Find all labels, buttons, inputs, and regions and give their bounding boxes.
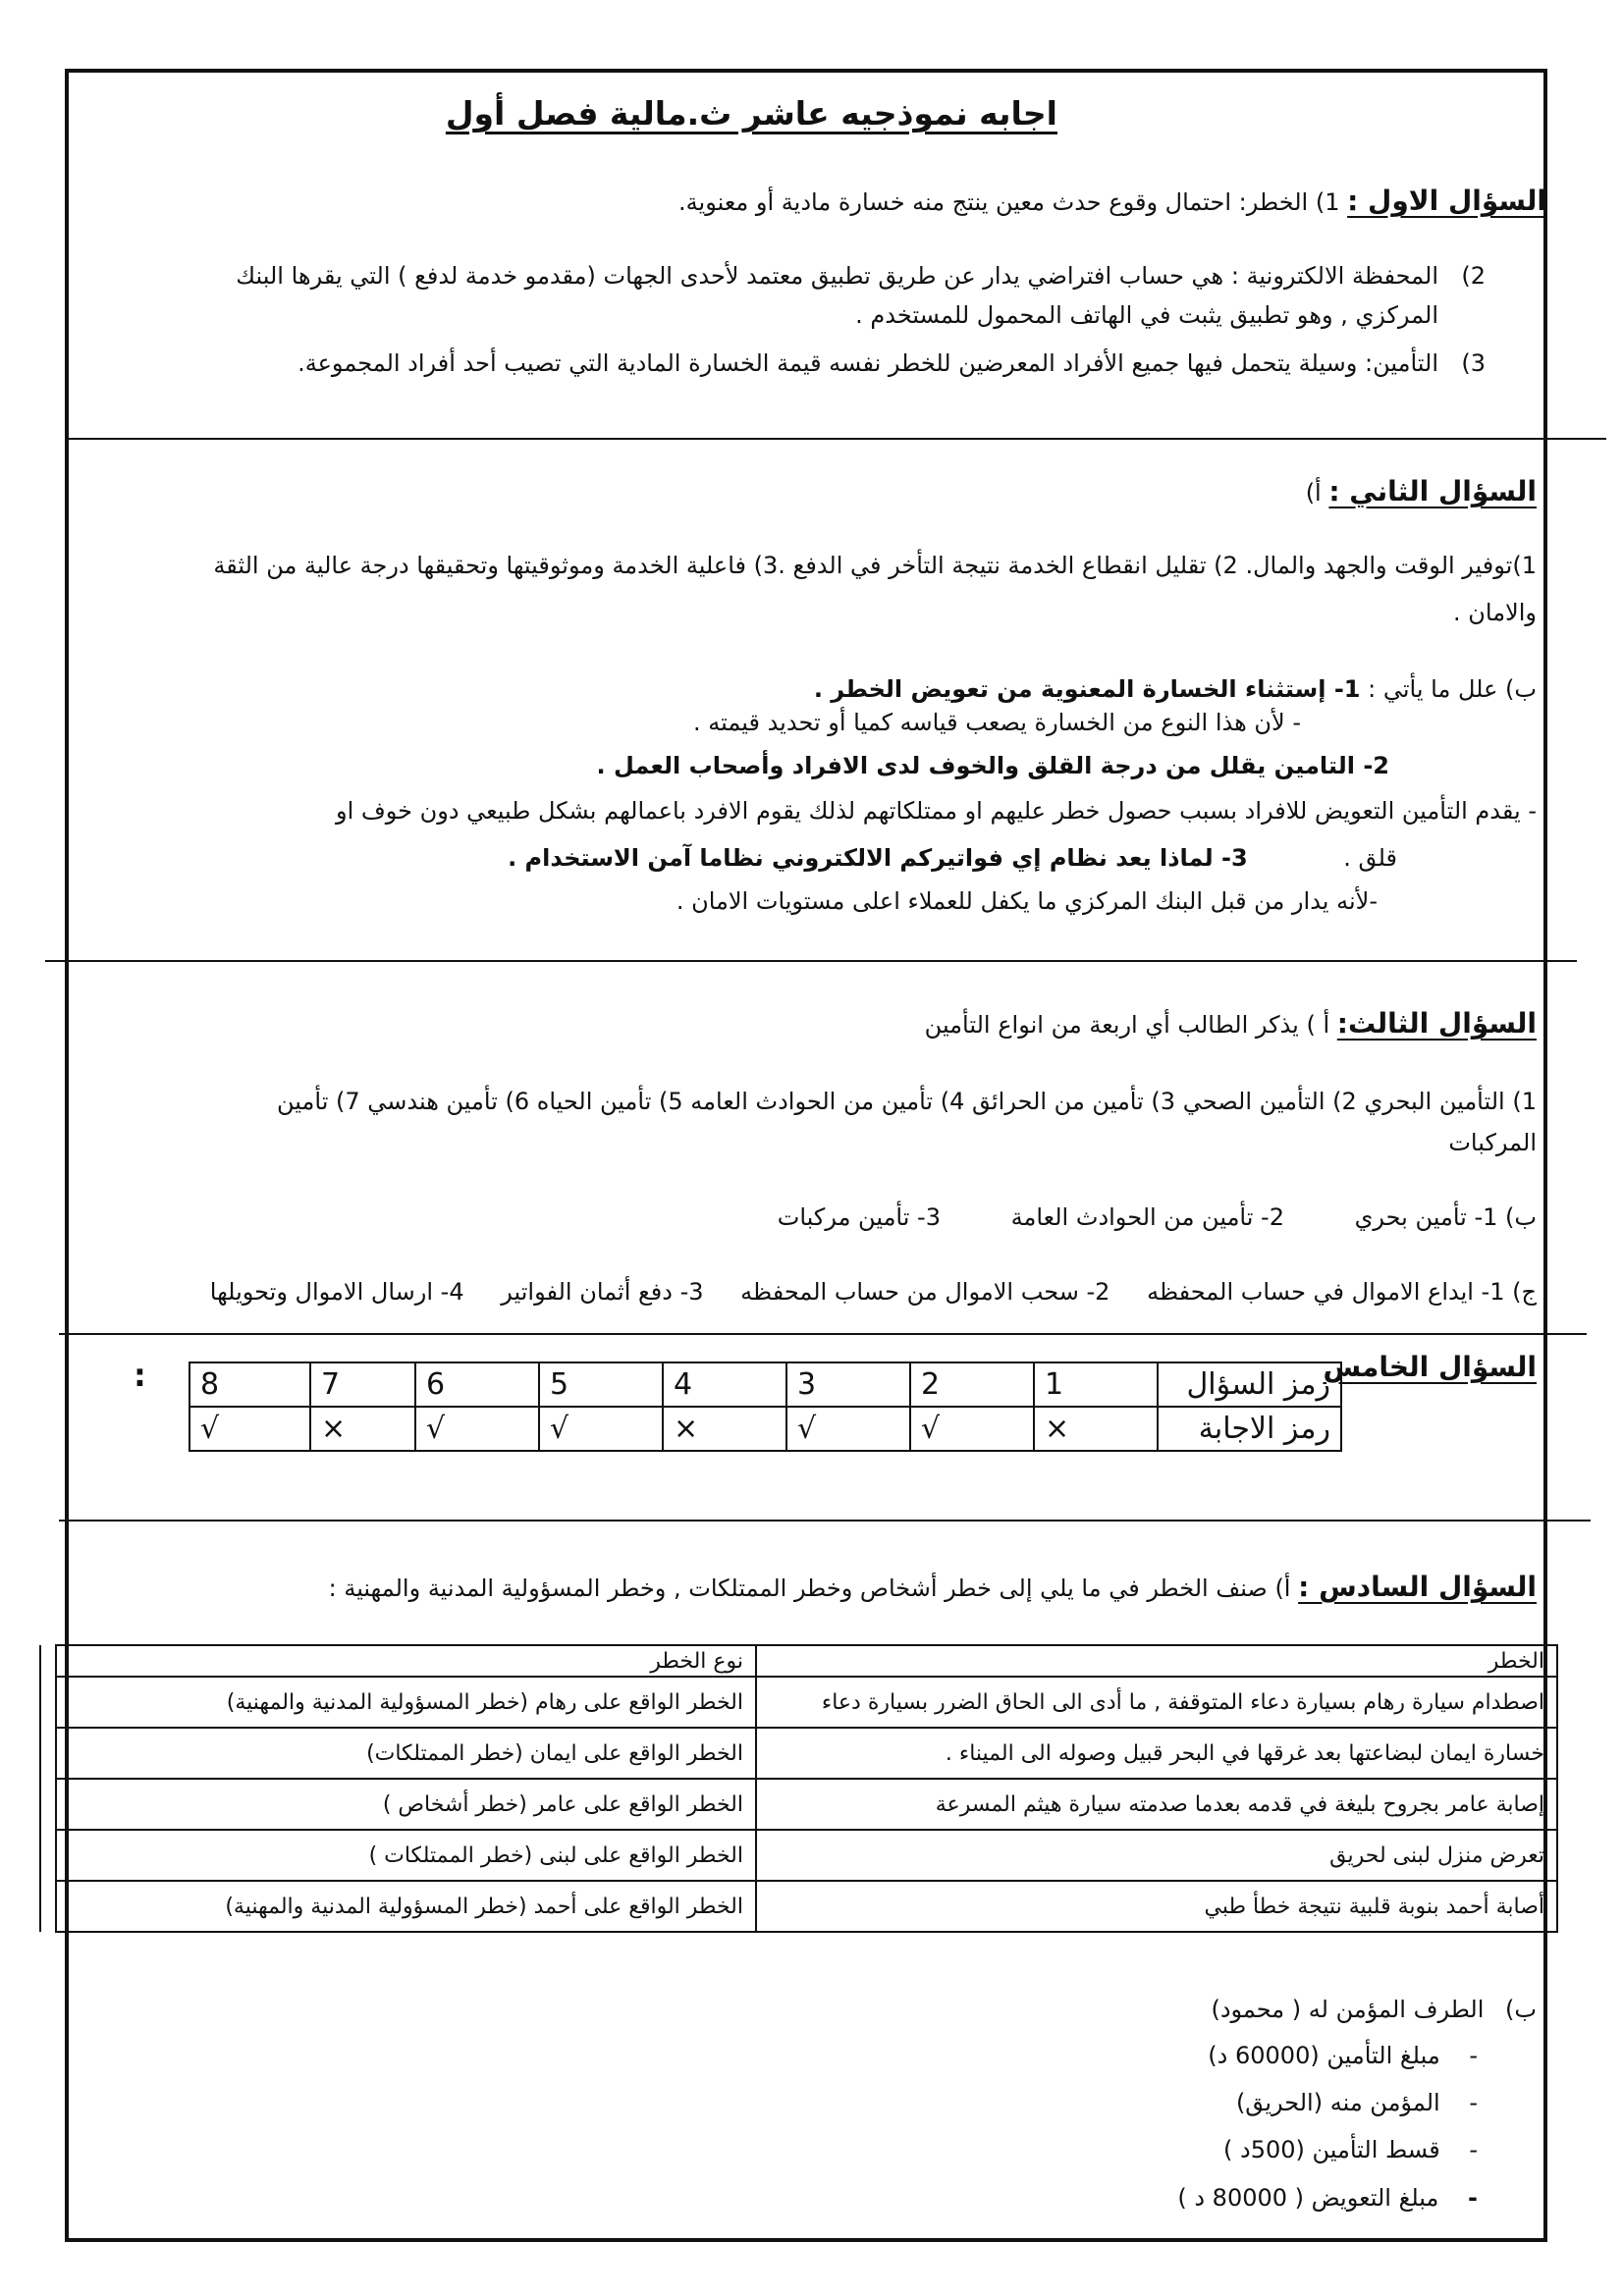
q6-b-line3: - المؤمن منه (الحريق) (1235, 2089, 1478, 2116)
table-row: أصابة أحمد بنوبة قلبية نتيجة خطأ طبي الخطر الواقع على أحمد (خطر المسؤولية المدنية والمهنية) (40, 1881, 1557, 1932)
q5-colon: : (134, 1357, 146, 1394)
q2-heading-line: السؤال الثاني : أ) (1305, 475, 1537, 507)
q1-item-2-num: 2) (1461, 262, 1486, 290)
q2-b1-answer: - لأن هذا النوع من الخسارة يصعب قياسه كميا أو تحديد قيمته . (692, 709, 1301, 736)
table-row: تعرض منزل لبنى لحريق الخطر الواقع على لبنى (خطر الممتلكات ) (40, 1830, 1557, 1881)
q1-line-1: السؤال الاول : 1) الخطر: احتمال وقوع حدث معين ينتج منه خسارة مادية أو معنوية. (678, 185, 1546, 217)
table-header-row: الخطر نوع الخطر (40, 1645, 1557, 1677)
section-divider (59, 1333, 1587, 1335)
q3-heading-line: السؤال الثالث: أ ) يذكر الطالب أي اربعة من انواع التأمين (924, 1007, 1537, 1040)
page-title: اجابه نموذجيه عاشر ث.مالية فصل أول (445, 94, 1057, 133)
table-row: إصابة عامر بجروح بليغة في قدمه بعدما صدمته سيارة هيثم المسرعة الخطر الواقع على عامر (خطر أشخاص ) (40, 1779, 1557, 1830)
q5-number-row: رمز السؤال 1 2 3 4 5 6 7 8 (189, 1362, 1341, 1407)
q2-b1-title: 1- إستثناء الخسارة المعنوية من تعويض الخطر . (813, 675, 1361, 703)
q5-answer-row: رمز الاجابة × √ √ × √ √ × √ (189, 1407, 1341, 1451)
q2-b2-answer-line2: قلق . 3- لماذا يعد نظام إي فواتيركم الالكتروني نظاما آمن الاستخدام . (508, 844, 1397, 872)
q2-b-intro-line: ب) علل ما يأتي : 1- إستثناء الخسارة المعنوية من تعويض الخطر . (813, 675, 1537, 703)
section-divider (45, 960, 1577, 962)
q3-list-line1: 1) التأمين البحري 2) التأمين الصحي 3) تأمين من الحرائق 4) تأمين من الحوادث العامه 5) تأمين الحياه 6) تأمين هندسي 7) تأمين (277, 1088, 1537, 1115)
q1-item-3-text: التأمين: وسيلة يتحمل فيها جميع الأفراد المعرضين للخطر نفسه قيمة الخسارة المادية التي تصيب أحد أفراد المجموعة. (298, 349, 1438, 377)
q2-a-line1: 1)توفير الوقت والجهد والمال. 2) تقليل انقطاع الخدمة نتيجة التأخر في الدفع .3) فاعلية الخدمة وموثوقيتها وتحقيقها درجة عالية من الثقة (213, 552, 1537, 579)
section-divider (59, 1520, 1591, 1522)
q1-item-3-num: 3) (1461, 349, 1486, 377)
q5-heading: السؤال الخامس (1323, 1351, 1537, 1383)
q6-b-line4: - قسط التأمين (500د ) (1223, 2136, 1478, 2163)
table-row: اصطدام سيارة رهام بسيارة دعاء المتوقفة , ما أدى الى الحاق الضرر بسيارة دعاء الخطر الواقع على رهام (خطر المسؤولية المدنية والمهنية) (40, 1677, 1557, 1728)
q6-risk-table (39, 1644, 1558, 1933)
q6-b-line5: - مبلغ التعويض ( 80000 د ) (1177, 2184, 1478, 2212)
q6-heading-line: السؤال السادس : أ) صنف الخطر في ما يلي إلى خطر أشخاص وخطر الممتلكات , وخطر المسؤولية المدنية والمهنية : (328, 1571, 1537, 1603)
q2-b3-title: 3- لماذا يعد نظام إي فواتيركم الالكتروني نظاما آمن الاستخدام . (508, 844, 1248, 872)
q6-heading: السؤال السادس : (1298, 1571, 1537, 1603)
q2-a-line2: والامان . (1453, 599, 1537, 626)
q2-b3-answer: -لأنه يدار من قبل البنك المركزي ما يكفل للعملاء اعلى مستويات الامان . (676, 887, 1378, 915)
q1-item-2-line2: المركزي , وهو تطبيق يثبت في الهاتف المحمول للمستخدم . (855, 301, 1438, 329)
q3-c-line: ج) 1- ايداع الاموال في حساب المحفظه 2- سحب الاموال من حساب المحفظه 3- دفع أثمان الفواتير 4- ارسال الاموال وتحويلها (209, 1278, 1537, 1306)
q5-answer-table (189, 1362, 1342, 1452)
q2-b2-answer-line1: - يقدم التأمين التعويض للافراد بسبب حصول خطر عليهم او ممتلكاتهم لذلك يقوم الافرد باعمالهم بشكل طبيعي دون خوف او (335, 797, 1537, 825)
q1-item-2-line1: المحفظة الالكترونية : هي حساب افتراضي يدار عن طريق تطبيق معتمد لأحدى الجهات (مقدمو خدمة لدفع ) التي يقرها البنك (236, 262, 1438, 290)
q2-heading: السؤال الثاني : (1328, 475, 1537, 507)
q2-b2-title: 2- التامين يقلل من درجة القلق والخوف لدى الافراد وأصحاب العمل . (596, 752, 1389, 779)
q1-heading: السؤال الاول : (1347, 185, 1546, 217)
q6-b-line1: ب) الطرف المؤمن له ( محمود) (1211, 1996, 1537, 2023)
q6-b-line2: - مبلغ التأمين (60000 د) (1208, 2042, 1478, 2069)
q3-b-line: ب) 1- تأمين بحري 2- تأمين من الحوادث العامة 3- تأمين مركبات (777, 1203, 1537, 1231)
q3-heading: السؤال الثالث: (1336, 1007, 1537, 1040)
section-divider (65, 438, 1606, 440)
q3-list-line2: المركبات (1448, 1129, 1537, 1156)
table-row: خسارة ايمان لبضاعتها بعد غرقها في البحر قبيل وصوله الى الميناء . الخطر الواقع على ايمان (خطر الممتلكات) (40, 1728, 1557, 1779)
